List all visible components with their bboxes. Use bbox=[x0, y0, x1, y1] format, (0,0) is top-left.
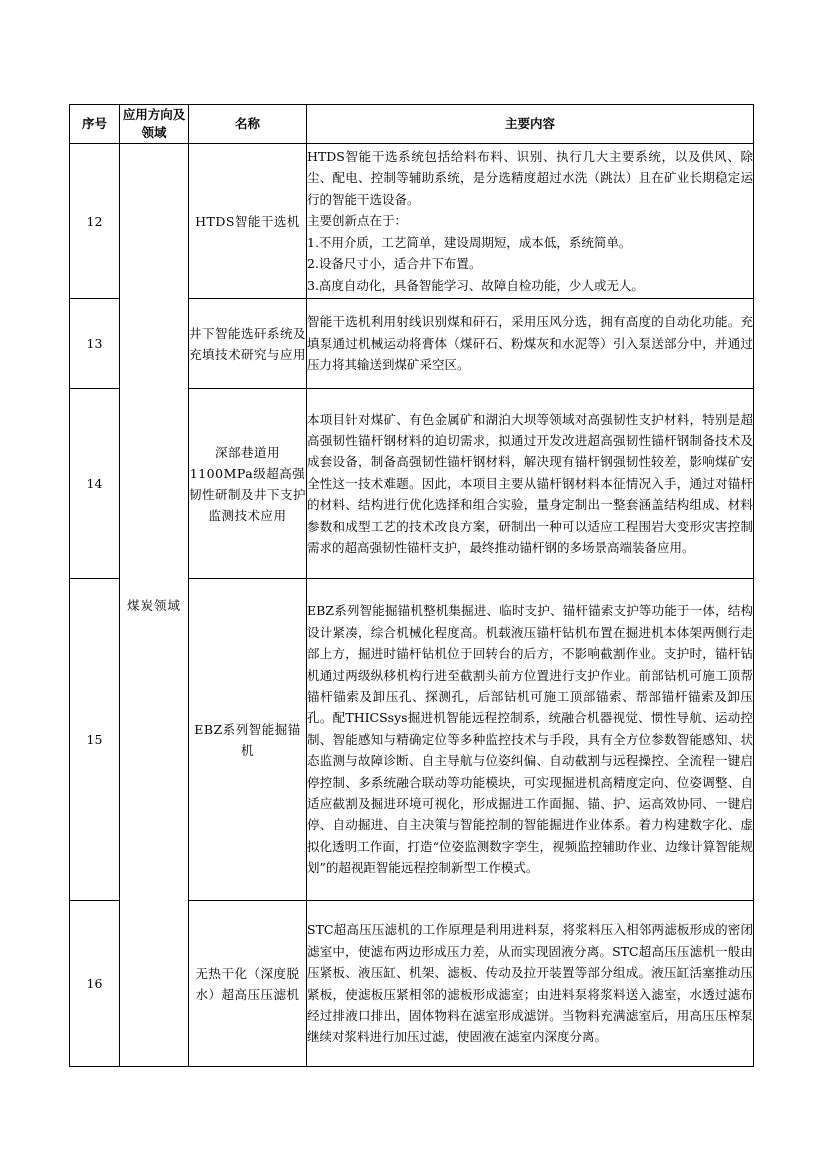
content-paragraph: 1.不用介质，工艺简单，建设周期短，成本低，系统简单。 bbox=[307, 234, 632, 250]
content-paragraph: 本项目针对煤矿、有色金属矿和湖泊大坝等领域对高强韧性支护材料，特别是超高强韧性锚杆钢材料的迫切需求，拟通过开发改进超高强韧性锚杆钢制备技术及成套设备，制备高强韧性锚杆钢材料，解决现有锚杆钢强韧性较差，影响煤矿安全性这一技术难题。因此，本项目主要从锚杆钢材料本征情况入手，通过对锚杆的材料、结构进行优化选择和组合实验，量身定制出一整套涵盖结构组成、材料参数和成型工艺的技术改良方案，研制出一种可以适应工程围岩大变形灾害控制需求的超高强韧性锚杆支护，最终推动锚杆钢的多场景高端装备应用。 bbox=[307, 411, 753, 556]
row-content bbox=[307, 579, 754, 901]
header-content: 主要内容 bbox=[307, 105, 754, 144]
table-row bbox=[70, 144, 754, 299]
content-paragraph: EBZ系列智能掘锚机整机集掘进、临时支护、锚杆锚索支护等功能于一体，结构设计紧凑，综合机械化程度高。机载液压锚杆钻机布置在掘进机本体架两侧行走部上方，掘进时锚杆钻机位于回转台的后方，不影响截割作业。支护时，锚杆钻机通过两级纵移机构行进至截割头前方位置进行支护作业。前部钻机可施工顶帮锚杆锚索及卸压孔、探测孔，后部钻机可施工顶部锚索、帮部锚杆锚索及卸压孔。配THICSsys掘进机智能远程控制系，统融合机器视觉、惯性导航、运动控制、智能感知与精确定位等多种监控技术与手段，具有全方位参数智能感知、状态监测与故障诊断、自主导航与位姿纠偏、自动截割与远程操控、全流程一键启停控制、多系统融合联动等功能模块，可实现掘进机高精度定向、位姿调整、自适应截割及掘进环境可视化，形成掘进工作面掘、锚、护、运高效协同、一键启停、自动掘进、自主决策与智能控制的智能掘进作业体系。着力构建数字化、虚拟化透明工作面，打造“位姿监测数字孪生，视频监控辅助作业、边缘计算智能规划”的超视距智能远程控制新型工作模式。 bbox=[307, 603, 753, 876]
content-paragraph: HTDS智能干选系统包括给料布料、识别、执行几大主要系统，以及供风、除尘、配电、控制等辅助系统，是分选精度超过水洗（跳汰）且在矿业长期稳定运行的智能干选设备。 bbox=[307, 149, 753, 207]
row-name: HTDS智能干选机 bbox=[189, 144, 307, 299]
row-name: 深部巷道用1100MPa级超高强韧性研制及井下支护监测技术应用 bbox=[189, 389, 307, 579]
content-paragraph: 智能干选机利用射线识别煤和矸石，采用压风分选，拥有高度的自动化功能。充填泵通过机械运动将膏体（煤矸石、粉煤灰和水泥等）引入泵送部分中，并通过压力将其输送到煤矿采空区。 bbox=[307, 314, 753, 373]
row-name: EBZ系列智能掘锚机 bbox=[189, 579, 307, 901]
row-name: 井下智能选矸系统及充填技术研究与应用 bbox=[189, 299, 307, 389]
application-field: 煤炭领域 bbox=[120, 144, 189, 1067]
row-name: 无热干化（深度脱水）超高压压滤机 bbox=[189, 901, 307, 1067]
row-index: 12 bbox=[70, 144, 120, 299]
row-content bbox=[307, 901, 754, 1067]
row-index: 16 bbox=[70, 901, 120, 1067]
row-content bbox=[307, 299, 754, 389]
header-row bbox=[70, 105, 754, 144]
row-index: 15 bbox=[70, 579, 120, 901]
content-paragraph: 主要创新点在于： bbox=[307, 213, 408, 229]
technology-table bbox=[69, 104, 754, 1067]
row-index: 14 bbox=[70, 389, 120, 579]
row-index: 13 bbox=[70, 299, 120, 389]
header-field: 应用方向及领域 bbox=[120, 105, 189, 144]
row-content bbox=[307, 144, 754, 299]
content-paragraph: STC超高压压滤机的工作原理是利用进料泵，将浆料压入相邻两滤板形成的密闭滤室中，使滤布两边形成压力差，从而实现固液分离。STC超高压压滤机一般由压紧板、液压缸、机架、滤板、传动及拉开装置等部分组成。液压缸活塞推动压紧板，使滤板压紧相邻的滤板形成滤室；由进料泵将浆料送入滤室，水透过滤布经过排液口排出，固体物料在滤室形成滤饼。当物料充满滤室后，用高压压榨泵继续对浆料进行加压过滤，使固液在滤室内深度分离。 bbox=[307, 922, 753, 1045]
content-paragraph: 2.设备尺寸小，适合井下布置。 bbox=[307, 256, 482, 272]
row-content bbox=[307, 389, 754, 579]
header-index: 序号 bbox=[70, 105, 120, 144]
content-paragraph: 3.高度自动化，具备智能学习、故障自检功能，少人或无人。 bbox=[307, 277, 644, 293]
header-name: 名称 bbox=[189, 105, 307, 144]
